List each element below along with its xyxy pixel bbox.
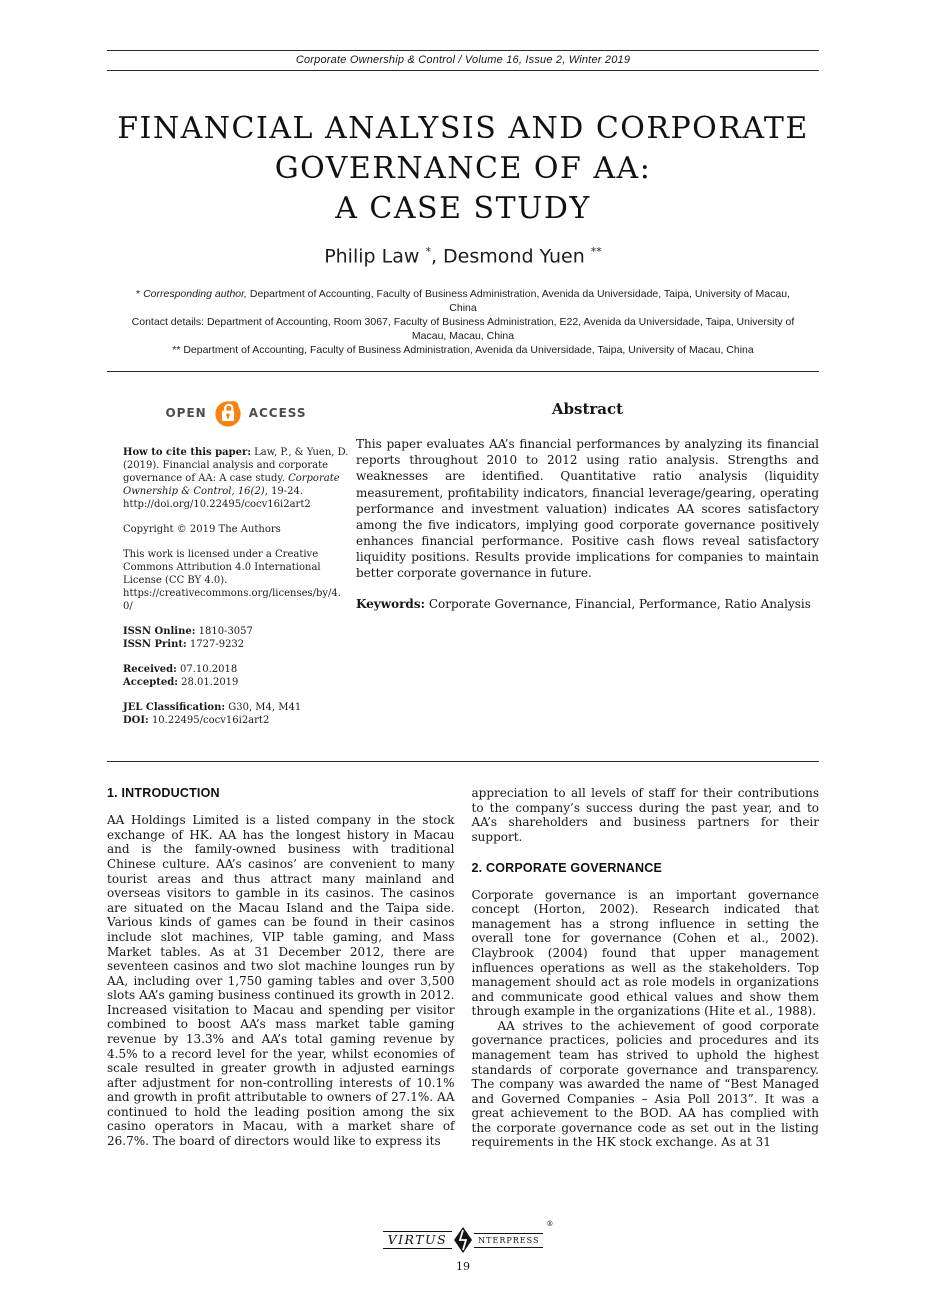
section-1-continuation: appreciation to all levels of staff for their contributions to the company’s success during the past year, and to AA’s shareholders and business partners for their support. bbox=[471, 786, 819, 845]
copyright-line: Copyright © 2019 The Authors bbox=[123, 524, 281, 536]
doi-value: 10.22495/cocv16i2art2 bbox=[148, 715, 270, 727]
publisher-logo-virtus-text: VIRTUS bbox=[383, 1231, 453, 1249]
page-title bbox=[107, 109, 819, 229]
publisher-logo bbox=[383, 1220, 554, 1253]
affiliation-2: Contact details: Department of Accounting, Room 3067, Faculty of Business Administration, E22, Avenida da Universidade, Taipa, University of Macau, Macau, China bbox=[131, 316, 795, 343]
open-access-open-label: OPEN bbox=[165, 406, 207, 421]
abstract-text: This paper evaluates AA’s financial performances by analyzing its financial reports throughout 2010 to 2012 using ratio analysis. Strengths and weaknesses are identified. Quantitative ratio analysis (liquidity measurement, profitability indicators, financial leverage/gearing, operating performance and investment valuation) indicates AA scores satisfactory among the five indicators, implying good corporate governance positively enhances financial performance. Positive cash flows reveal satisfactory liquidity positions. Results provide implications for companies to maintain better corporate governance in future. bbox=[356, 437, 819, 580]
divider-after-abstract bbox=[107, 761, 819, 762]
dates-block bbox=[123, 663, 349, 689]
cite-text: Law, P., & Yuen, D. (2019). Financial analysis and corporate governance of AA: A case study. bbox=[123, 447, 349, 485]
page-footer bbox=[0, 1220, 926, 1273]
abstract-heading: Abstract bbox=[551, 400, 624, 419]
lightning-bolt-icon bbox=[454, 1227, 472, 1253]
affiliation-3: ** Department of Accounting, Faculty of Business Administration, Avenida da Universidade, Taipa, University of Macau, China bbox=[172, 344, 754, 357]
issn-block bbox=[123, 625, 349, 651]
license-text: This work is licensed under a Creative Commons Attribution 4.0 International License (CC BY 4.0). bbox=[123, 549, 321, 587]
author-name-1: Philip Law bbox=[324, 245, 420, 267]
cite-doi-link[interactable]: http://doi.org/10.22495/cocv16i2art2 bbox=[123, 499, 311, 511]
received-value: 07.10.2018 bbox=[176, 664, 238, 676]
keywords-value: Corporate Governance, Financial, Performance, Ratio Analysis bbox=[425, 597, 811, 612]
author-name-2: Desmond Yuen bbox=[443, 245, 585, 267]
journal-header-text: Corporate Ownership & Control / Volume 16, Issue 2, Winter 2019 bbox=[295, 54, 631, 66]
body-column-right bbox=[472, 786, 820, 1150]
accepted-value: 28.01.2019 bbox=[177, 677, 239, 689]
affiliations-block bbox=[129, 287, 797, 357]
how-to-cite-block bbox=[123, 446, 349, 511]
section-2-heading: 2. CORPORATE GOVERNANCE bbox=[471, 860, 663, 875]
section-1-paragraph: AA Holdings Limited is a listed company in the stock exchange of HK. AA has the longest history in Macau and is the family-owned business with traditional Chinese culture. AA’s casinos’ are convenient to many tourist areas and thus attract many mainland and overseas visitors to gamble in its casinos. The casinos are situated on the Macau Island and the Taipa side. Various kinds of games can be found in their casinos include slot machines, VIP table gaming, and Mass Market tables. As at 31 December 2012, there are seventeen casinos and two slot machine lounges run by AA, including over 1,750 gaming tables and over 3,500 slots AA’s gaming business continued its growth in 2012. Increased visitation to Macau and spending per visitor combined to boost AA’s mass market table gaming revenue by 13.3% and AA’s total gaming revenue by 4.5% to a record level for the year, whilst economies of scale resulted in greater growth in adjusted earnings after adjustment for non-controlling interests of 10.1% and growth in profit attributable to owners of 27.1%. AA continued to hold the leading position among the six casino operators in Macau, with a market share of 26.7%. The board of directors would like to express its bbox=[107, 813, 455, 1149]
issn-online-value: 1810-3057 bbox=[195, 626, 253, 638]
authors-line bbox=[107, 245, 819, 267]
section-1-heading: 1. INTRODUCTION bbox=[107, 786, 220, 801]
doi-label: DOI: bbox=[123, 715, 149, 727]
issn-print-label: ISSN Print: bbox=[123, 639, 187, 651]
cite-pages: 19-24. bbox=[267, 486, 304, 498]
meta-section bbox=[107, 392, 819, 739]
affiliation-1-text: Department of Accounting, Faculty of Business Administration, Avenida da Universidade, Taipa, University of Macau, China bbox=[246, 288, 790, 315]
affiliation-1-corresponding: Corresponding author, bbox=[143, 288, 247, 300]
registered-trademark-icon: ® bbox=[546, 1220, 554, 1228]
section-2-paragraph-1: Corporate governance is an important governance concept (Horton, 2002). Research indicated that management has a strong influence in setting the overall tone for governance (Cohen et al., 2002). Claybrook (2004) found that upper management influences operations as well as the stakeholders. Top management should act as role models in organizations and communicate good ethical values and show them through example in the organizations (Hite et al., 1988). bbox=[471, 887, 819, 1019]
jel-label: JEL Classification: bbox=[123, 702, 226, 714]
issn-online-label: ISSN Online: bbox=[123, 626, 196, 638]
open-lock-icon bbox=[213, 398, 243, 428]
affiliation-1-marker: * bbox=[136, 288, 144, 300]
affiliation-1 bbox=[129, 287, 797, 315]
author-marker-1: * bbox=[425, 244, 431, 258]
citation-sidebar bbox=[123, 392, 349, 739]
author-marker-2: ** bbox=[590, 244, 602, 258]
section-2-paragraph-2: AA strives to the achievement of good corporate governance practices, policies and procedures and its management team has strived to uphold the highest standards of corporate governance and transparency. The company was awarded the name of “Best Managed and Governed Companies – Asia Poll 2013”. It was a great achievement to the BOD. AA has complied with the corporate governance code as set out in the listing requirements in the HK stock exchange. As at 31 bbox=[471, 1018, 819, 1150]
jel-value: G30, M4, M41 bbox=[225, 702, 302, 714]
page-number: 19 bbox=[456, 1260, 470, 1273]
journal-header bbox=[107, 50, 819, 71]
publisher-logo-interpress-text: NTERPRESS bbox=[474, 1233, 543, 1248]
title-line-2: GOVERNANCE OF AA: bbox=[274, 150, 652, 186]
issn-print-value: 1727-9232 bbox=[186, 639, 245, 651]
title-line-1: FINANCIAL ANALYSIS AND CORPORATE bbox=[117, 111, 809, 146]
title-line-3: A CASE STUDY bbox=[335, 190, 591, 226]
open-access-access-label: ACCESS bbox=[248, 406, 307, 421]
keywords-line bbox=[356, 596, 819, 612]
open-access-logo bbox=[123, 398, 349, 428]
accepted-label: Accepted: bbox=[123, 677, 178, 689]
abstract-column bbox=[356, 392, 819, 739]
license-block bbox=[123, 548, 349, 613]
received-label: Received: bbox=[123, 664, 177, 676]
body-columns bbox=[107, 786, 819, 1150]
divider-after-affiliations bbox=[107, 371, 819, 372]
body-column-left bbox=[107, 786, 455, 1150]
cite-journal-name: Corporate Ownership & Control, 16(2), bbox=[123, 473, 340, 498]
license-link[interactable]: https://creativecommons.org/licenses/by/4.0/ bbox=[123, 588, 341, 613]
authors-separator: , bbox=[430, 245, 444, 267]
cite-label: How to cite this paper: bbox=[123, 447, 251, 459]
jel-doi-block bbox=[123, 701, 349, 727]
keywords-label: Keywords: bbox=[356, 597, 426, 612]
